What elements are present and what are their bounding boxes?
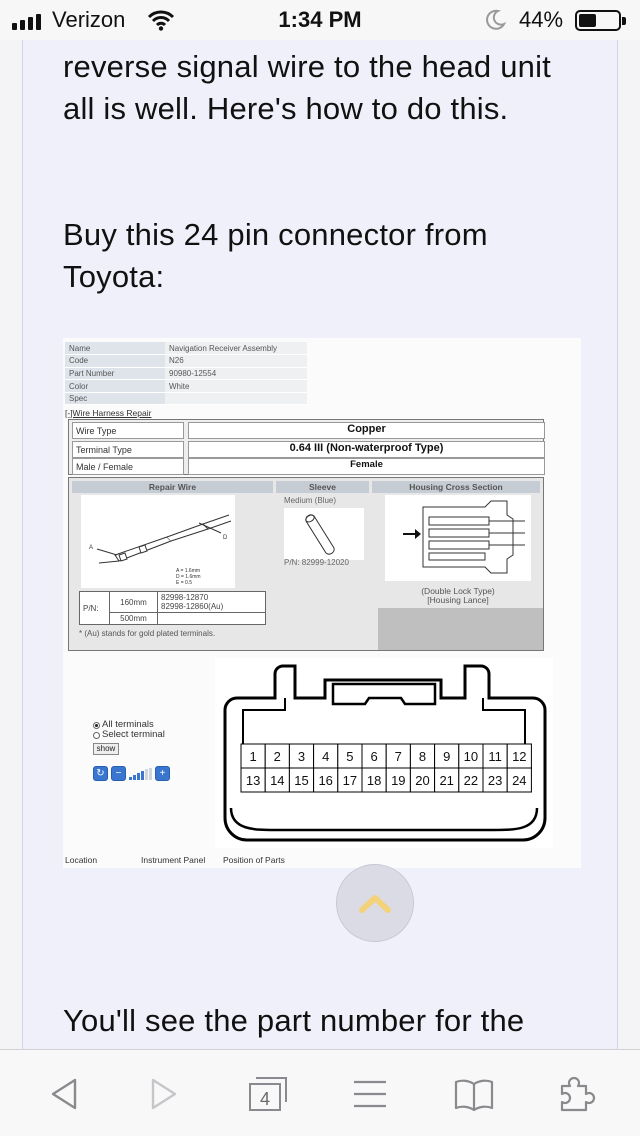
spec-row: [72, 441, 541, 458]
info-value: [165, 392, 307, 405]
terminal-number: 19: [391, 773, 406, 788]
terminal-number: 11: [488, 749, 502, 764]
lock-type-note: [375, 587, 541, 605]
battery-percent: 44%: [519, 7, 564, 32]
terminal-number: 15: [294, 773, 309, 788]
bookmarks-icon: [453, 1076, 495, 1112]
terminal-number: 4: [322, 749, 330, 764]
spec-label: Terminal Type: [72, 441, 184, 458]
zoom-in-icon: +: [155, 766, 170, 781]
radio-label: All terminals: [102, 719, 154, 730]
tabs-button[interactable]: [246, 1072, 290, 1116]
radio-dot-icon: [93, 722, 100, 729]
repair-wire-header: Repair Wire: [72, 481, 273, 493]
terminal-number: 2: [273, 749, 281, 764]
sleeve-label: Medium (Blue): [284, 496, 337, 505]
moon-icon: [484, 9, 506, 31]
sleeve-diagram: [284, 508, 364, 560]
spec-value: 0.64 III (Non-waterproof Type): [188, 441, 545, 458]
zoom-out-icon: −: [111, 766, 126, 781]
info-value: N26: [165, 355, 307, 368]
wire-harness-repair-link: [-]Wire Harness Repair: [65, 408, 152, 418]
dim-text: D = 1.6mm: [176, 574, 201, 580]
terminal-number: 22: [463, 773, 479, 788]
extensions-icon: [556, 1074, 596, 1114]
dim-text: E = 0.5: [176, 580, 192, 586]
scroll-to-top-button[interactable]: [336, 864, 414, 942]
terminal-number: 8: [418, 749, 427, 764]
info-label: Color: [65, 380, 165, 393]
show-button: show: [93, 743, 119, 755]
dim-text: A = 1.6mm: [176, 568, 201, 574]
lock-type-line: (Double Lock Type): [421, 586, 495, 596]
terminal-number: 16: [318, 773, 333, 788]
terminal-number: 14: [270, 773, 285, 788]
terminal-spec-table: [68, 419, 544, 475]
terminal-number: 24: [512, 773, 527, 788]
spec-label: Male / Female: [72, 458, 184, 475]
info-value: Navigation Receiver Assembly: [165, 342, 307, 355]
connector-pinout-diagram: [215, 658, 553, 848]
tabs-icon: [246, 1074, 290, 1114]
housing-blank-area: [378, 608, 543, 650]
web-page-content: [22, 40, 618, 1050]
dim-d-text: D: [223, 535, 228, 541]
part-number-table: [79, 591, 266, 625]
location-value: Instrument Panel: [141, 855, 206, 865]
menu-button[interactable]: [348, 1072, 392, 1116]
terminal-number: 18: [366, 773, 382, 788]
spec-value: Female: [188, 458, 545, 475]
battery-icon: [575, 10, 621, 31]
zoom-level-icon: [129, 768, 152, 780]
carrier-name: Verizon: [52, 7, 126, 32]
pn-length: 500mm: [110, 613, 158, 625]
status-bar: [0, 0, 640, 40]
repair-parts-panel: [68, 477, 544, 651]
terminal-number: 9: [443, 749, 451, 764]
radio-select-terminal: [93, 730, 165, 740]
terminal-selector: [93, 720, 165, 740]
forward-icon: [149, 1076, 179, 1112]
pn-numbers: 82998-12870 82998-12860(Au): [158, 592, 266, 613]
radio-dot-icon: [93, 732, 100, 739]
battery-tip: [622, 17, 626, 25]
info-label: Part Number: [65, 367, 165, 380]
menu-icon: [350, 1076, 390, 1112]
part-info-table: [65, 342, 307, 405]
bookmarks-button[interactable]: [452, 1072, 496, 1116]
spec-row: [72, 422, 541, 439]
back-icon: [49, 1076, 79, 1112]
spec-value: Copper: [188, 422, 545, 439]
terminal-number: 5: [346, 749, 354, 764]
terminal-number: 23: [487, 773, 503, 788]
terminal-number: 10: [463, 749, 479, 764]
browser-toolbar: [0, 1049, 640, 1136]
article-paragraph: Buy this 24 pin connector from Toyota:: [63, 217, 488, 294]
pn-length: 160mm: [110, 592, 158, 613]
chevron-up-icon: [358, 892, 392, 914]
spec-label: Wire Type: [72, 422, 184, 439]
terminal-number: 1: [249, 749, 257, 764]
terminal-number: 21: [439, 773, 454, 788]
article-paragraph: You'll see the part number for the: [63, 1003, 525, 1038]
back-button[interactable]: [42, 1072, 86, 1116]
connector-info-image: [63, 338, 581, 868]
terminal-number: 3: [297, 749, 306, 764]
radio-label: Select terminal: [102, 729, 165, 740]
position-of-parts-link: Position of Parts: [223, 855, 285, 865]
forward-button[interactable]: [142, 1072, 186, 1116]
lock-type-line: [Housing Lance]: [427, 595, 489, 605]
pn-numbers: [158, 613, 266, 625]
dim-a-text: A: [89, 545, 94, 551]
info-value: 90980-12554: [165, 367, 307, 380]
gold-plated-note: * (Au) stands for gold plated terminals.: [79, 629, 216, 638]
info-label: Spec: [65, 392, 165, 405]
spec-row: [72, 458, 541, 475]
housing-header: Housing Cross Section: [372, 481, 540, 493]
location-label: Location: [65, 855, 98, 865]
sleeve-header: Sleeve: [276, 481, 369, 493]
zoom-controls: [93, 766, 170, 781]
clock: 1:34 PM: [278, 7, 362, 32]
reset-icon: ↻: [93, 766, 108, 781]
info-value: White: [165, 380, 307, 393]
terminal-number: 13: [245, 773, 261, 788]
article-paragraph: reverse signal wire to the head unit all is well. Here's how to do this.: [63, 49, 551, 126]
info-label: Code: [65, 355, 165, 368]
housing-cross-section-diagram: [385, 495, 531, 581]
pn-label: P/N:: [80, 592, 110, 625]
terminal-number: 6: [370, 749, 378, 764]
terminal-number: 12: [512, 749, 527, 764]
tab-count: 4: [259, 1089, 271, 1109]
terminal-number: 7: [394, 749, 402, 764]
extensions-button[interactable]: [554, 1072, 598, 1116]
info-label: Name: [65, 342, 165, 355]
terminal-number: 20: [415, 773, 430, 788]
sleeve-part-number: P/N: 82999-12020: [284, 558, 349, 567]
terminal-number: 17: [342, 773, 358, 788]
repair-wire-diagram: [81, 495, 235, 588]
